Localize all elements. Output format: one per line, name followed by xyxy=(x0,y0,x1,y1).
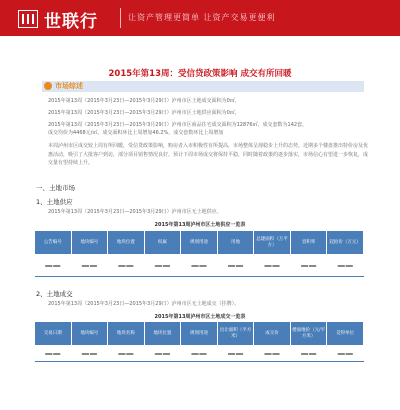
table-header-cell: 楼面地价（元/平方米） xyxy=(290,322,327,346)
table-caption: 2015年第13周泸州市区土地供应一览表 xyxy=(154,222,246,228)
summary-line: 2015年第13周（2015年3月23日—2015年3月29日）泸州市区土地供应面积为0㎡， xyxy=(48,110,240,116)
header-banner xyxy=(0,0,400,36)
sub-heading: 2、土地成交 xyxy=(36,290,73,298)
table-cell: —— xyxy=(254,255,291,277)
table-cell: —— xyxy=(217,255,254,277)
section-bullet-icon xyxy=(44,82,52,90)
table-cell: —— xyxy=(35,255,72,277)
table-header-cell: 容积率 xyxy=(290,231,327,255)
table-header-cell: 规划用途 xyxy=(181,322,218,346)
table-cell: —— xyxy=(35,346,72,362)
table-cell: —— xyxy=(144,346,181,362)
table-header-cell: 权属 xyxy=(144,231,181,255)
table-cell: —— xyxy=(290,346,327,362)
table-header-cell: 交易日期 xyxy=(35,322,72,346)
table-header-cell: 公告编号 xyxy=(35,231,72,255)
document-title: 2015年第13周：受信贷政策影响 成交有所回暖 xyxy=(108,69,292,79)
table-cell: —— xyxy=(217,346,254,362)
table-cell: —— xyxy=(108,255,145,277)
land-transaction-table xyxy=(34,321,364,362)
table-cell: —— xyxy=(327,346,364,362)
sub-text: 2015年第13周（2015年3月23日—2015年3月29日）泸州市区无土地供应。 xyxy=(48,209,222,215)
sub-text: 2015年第13周（2015年3月23日—2015年3月29日）泸州市区无土地成交（挂牌）。 xyxy=(48,301,240,307)
logo-icon xyxy=(18,10,38,28)
table-header-cell: 地块位置 xyxy=(144,322,181,346)
table-cell: —— xyxy=(290,255,327,277)
table-cell: —— xyxy=(181,255,218,277)
table-header-cell: 成交价 xyxy=(254,322,291,346)
table-row xyxy=(35,346,364,362)
table-header-cell: 地块编号 xyxy=(71,231,108,255)
part-heading: 一、土地市场 xyxy=(36,184,75,192)
summary-line: 2015年第13周（2015年3月23日—2015年3月29日）泸州市区商品住宅成交面积为12876㎡，成交套数为142套， xyxy=(48,122,308,128)
tagline: 让资产管理更简单 让资产交易更便利 xyxy=(128,13,276,22)
summary-line: 成交均价为4468元/㎡，成交面积环比上周增加46.2%，成交套数环比上周增加 xyxy=(48,130,224,136)
summary-line: 2015年第13周（2015年3月23日—2015年3月29日）泸州市区土地成交面积为0㎡， xyxy=(48,98,240,104)
table-cell: —— xyxy=(71,346,108,362)
table-header-cell: 规划用途 xyxy=(181,231,218,255)
logo-text: 世联行 xyxy=(44,12,98,32)
table-header-cell: 用地 xyxy=(217,231,254,255)
table-cell: —— xyxy=(71,255,108,277)
table-caption: 2015年第13周泸州市区土地成交一览表 xyxy=(154,314,246,320)
section-title: 市场综述 xyxy=(55,82,83,90)
table-header-cell: 地块编号 xyxy=(71,322,108,346)
table-header-cell: 出让面积（平方米） xyxy=(217,322,254,346)
table-header-cell: 总建面积（万平方） xyxy=(254,231,291,255)
table-cell: —— xyxy=(181,346,218,362)
section-bar xyxy=(42,81,364,92)
summary-paragraph: 本周泸州市区成交较上周有所回暖，受信贷政策影响，购房者入市积极性有所提高，市场整体呈现稳步上升的态势。近期多个楼盘推出特价房及优惠活动，吸引了大批客户到访，部分项目销售情况良好。预计下周市场成交将保持平稳，同时随着政策的逐步落实，市场信心有望进一步恢复，成交量有望持续上升。 xyxy=(48,143,369,166)
table-row xyxy=(35,255,364,277)
table-cell: —— xyxy=(144,255,181,277)
table-header-cell: 地块名称 xyxy=(108,322,145,346)
table-cell: —— xyxy=(327,255,364,277)
land-supply-table xyxy=(34,230,364,277)
table-header-cell: 起拍价（万元） xyxy=(327,231,364,255)
table-cell: —— xyxy=(254,346,291,362)
banner-divider xyxy=(120,8,121,28)
table-header-cell: 地块位置 xyxy=(108,231,145,255)
table-header-cell: 竞得单位 xyxy=(327,322,364,346)
table-cell: —— xyxy=(108,346,145,362)
sub-heading: 1、土地供应 xyxy=(36,198,73,206)
